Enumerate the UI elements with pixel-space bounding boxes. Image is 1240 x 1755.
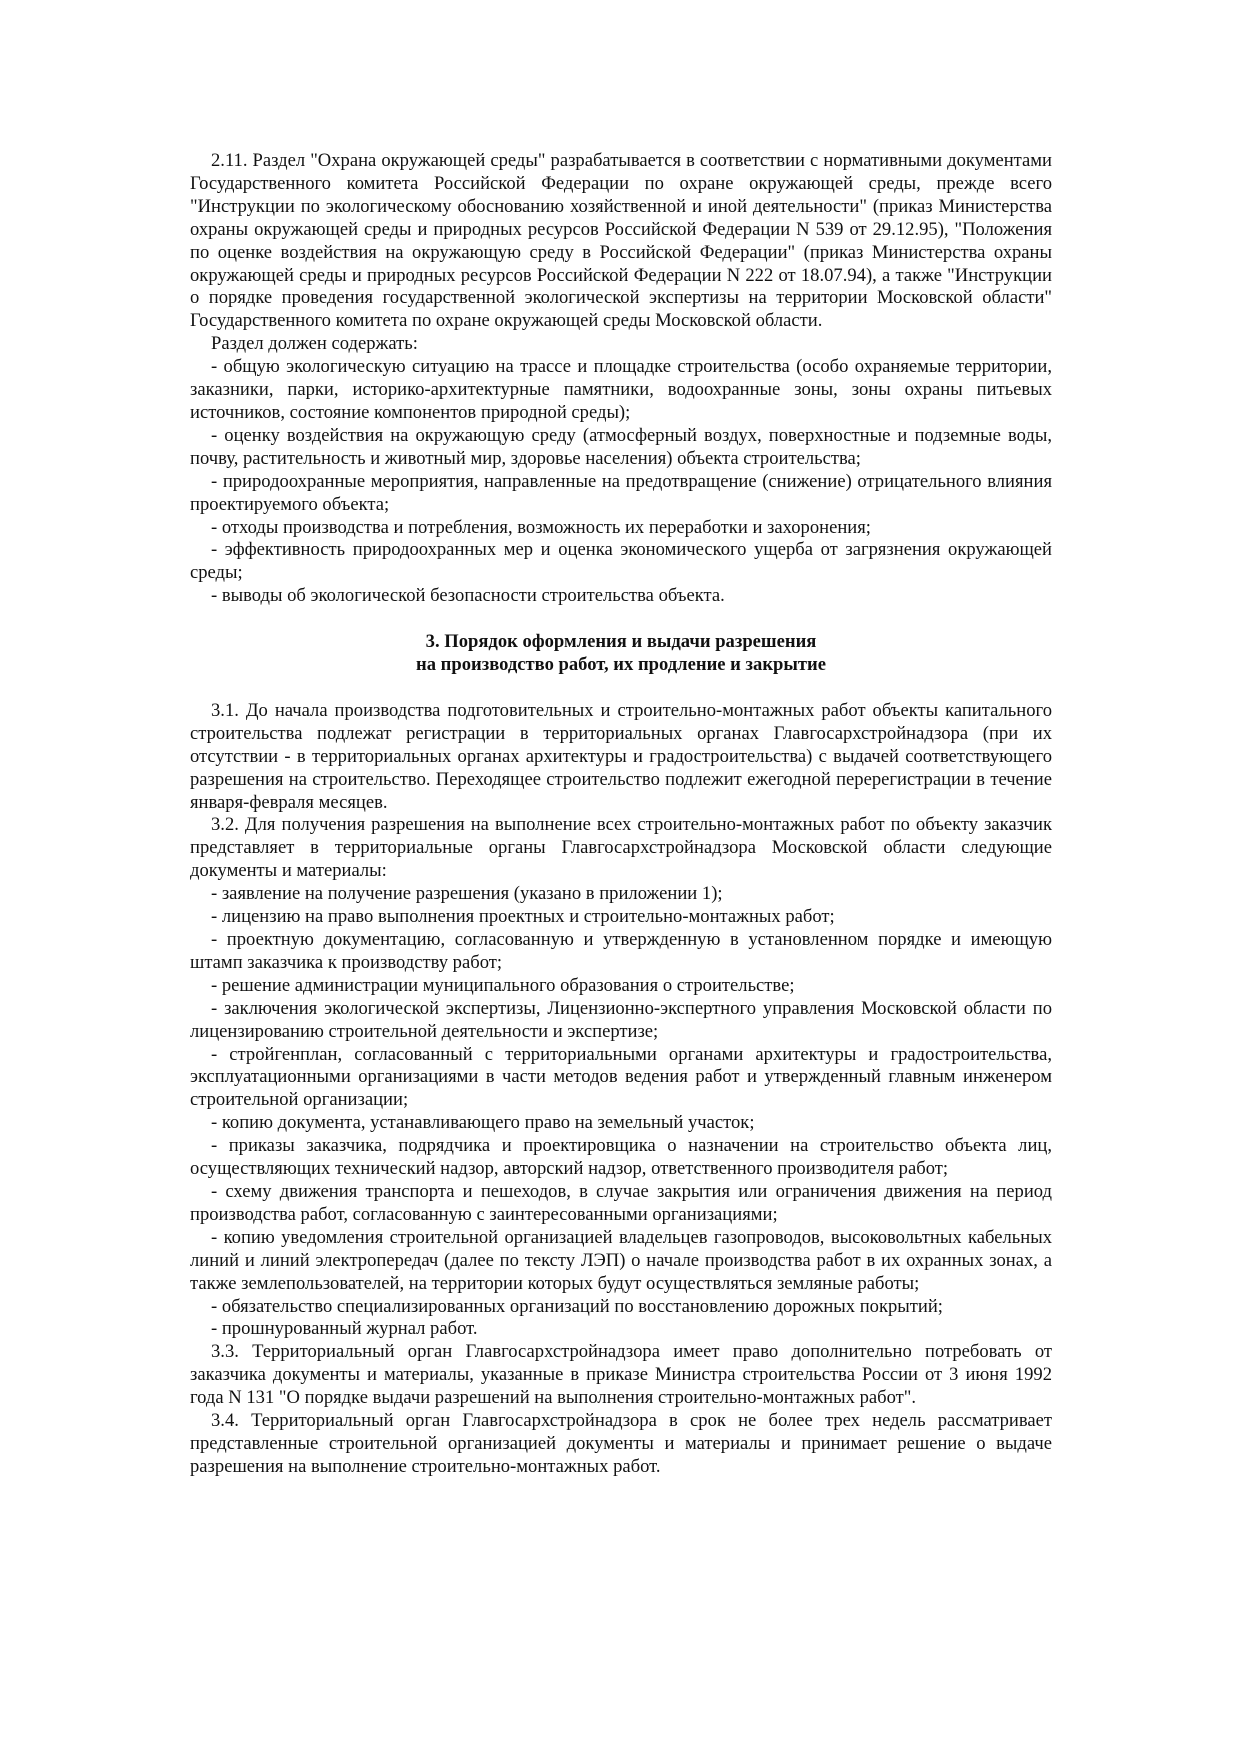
list-item-project-docs: - проектную документацию, согласованную и утвержденную в установленном порядке и имеющую штамп заказчика к производству работ;	[190, 929, 1052, 973]
list-item-efficiency: - эффективность природоохранных мер и оценка экономического ущерба от загрязнения окружающей среды;	[190, 539, 1052, 584]
paragraph-3-2: 3.2. Для получения разрешения на выполнение всех строительно-монтажных работ по объекту заказчик представляет в территориальные органы Главгосархстройнадзора Московской области следующие документы и материалы:	[190, 814, 1052, 882]
paragraph-3-4: 3.4. Территориальный орган Главгосархстройнадзора в срок не более трех недель рассматривает представленные строительной организацией документы и материалы и принимает решение о выдаче разрешения на выполнение строительно-монтажных работ.	[190, 1410, 1052, 1477]
document-page	[190, 150, 1052, 1479]
list-item-ecological-situation: - общую экологическую ситуацию на трассе и площадке строительства (особо охраняемые территории, заказники, парки, историко-архитектурные памятники, водоохранные зоны, зоны охраны питьевых источников, состояние компонентов природной среды);	[190, 356, 1052, 423]
list-item-road-obligation: - обязательство специализированных организаций по восстановлению дорожных покрытий;	[211, 1295, 943, 1317]
paragraph-3-1: 3.1. До начала производства подготовительных и строительно-монтажных работ объекты капитального строительства подлежат регистрации в территориальных органах Главгосархстройнадзора (при их отсутствии - в территориальных органах архитектуры и градостроительства) с выдачей соответствующего разрешения на строительство. Переходящее строительство подлежит ежегодной перерегистрации в течение января-февраля месяцев.	[190, 699, 1052, 813]
list-item-notification: - копию уведомления строительной организацией владельцев газопроводов, высоковольтных кабельных линий и линий электропередач (далее по тексту ЛЭП) о начале производства работ в их охранных зонах, а также землепользователей, на территории которых будут осуществляться земляные работы;	[190, 1226, 1052, 1294]
section-heading-line-1: 3. Порядок оформления и выдачи разрешения	[425, 631, 817, 653]
section-heading-line-2: на производство работ, их продление и закрытие	[416, 654, 826, 676]
list-item-conclusions: - выводы об экологической безопасности строительства объекта.	[211, 585, 725, 607]
list-item-land-right: - копию документа, устанавливающего право на земельный участок;	[211, 1112, 755, 1134]
list-item-application: - заявление на получение разрешения (указано в приложении 1);	[211, 883, 723, 905]
list-item-traffic-scheme: - схему движения транспорта и пешеходов, в случае закрытия или ограничения движения на период производства работ, согласованную с заинтересованными организациями;	[190, 1180, 1052, 1225]
list-item-waste: - отходы производства и потребления, возможность их переработки и захоронения;	[211, 516, 871, 538]
list-item-protection-measures: - природоохранные мероприятия, направленные на предотвращение (снижение) отрицательного влияния проектируемого объекта;	[190, 470, 1052, 515]
paragraph-3-3: 3.3. Территориальный орган Главгосархстройнадзора имеет право дополнительно потребовать от заказчика документы и материалы, указанные в приказе Министра строительства России от 3 июня 1992 года N 131 "О порядке выдачи разрешений на выполнения строительно-монтажных работ".	[190, 1341, 1052, 1409]
list-item-impact-assessment: - оценку воздействия на окружающую среду (атмосферный воздух, поверхностные и подземные воды, почву, растительность и животный мир, здоровье населения) объекта строительства;	[190, 424, 1052, 469]
list-item-site-plan: - стройгенплан, согласованный с территориальными органами архитектуры и градостроительства, эксплуатационными организациями в части методов ведения работ и утвержденный главным инженером строительной организации;	[190, 1043, 1052, 1111]
list-item-license: - лицензию на право выполнения проектных и строительно-монтажных работ;	[211, 906, 835, 928]
list-item-orders: - приказы заказчика, подрядчика и проектировщика о назначении на строительство объекта лиц, осуществляющих технический надзор, авторский надзор, ответственного производителя работ;	[190, 1135, 1052, 1180]
list-item-admin-decision: - решение администрации муниципального образования о строительстве;	[211, 974, 795, 996]
section-3-heading	[190, 631, 1052, 677]
list-item-expertise: - заключения экологической экспертизы, Лицензионно-экспертного управления Московской области по лицензированию строительной деятельности и экспертизе;	[190, 997, 1052, 1042]
paragraph-section-contents: Раздел должен содержать:	[211, 333, 418, 355]
paragraph-2-11: 2.11. Раздел "Охрана окружающей среды" разрабатывается в соответствии с нормативными документами Государственного комитета Российской Федерации по охране окружающей среды, прежде всего "Инструкции по экологическому обоснованию хозяйственной и иной деятельности" (приказ Министерства охраны окружающей среды и природных ресурсов Российской Федерации N 539 от 29.12.95), "Положения по оценке воздействия на окружающую среду в Российской Федерации" (приказ Министерства охраны окружающей среды и природных ресурсов Российской Федерации N 222 от 18.07.94), а также "Инструкции о порядке проведения государственной экологической экспертизы на территории Московской области" Государственного комитета по охране окружающей среды Московской области.	[190, 150, 1052, 332]
section-2-11	[190, 150, 1052, 608]
list-item-work-log: - прошнурованный журнал работ.	[211, 1318, 478, 1340]
section-3-body	[190, 700, 1052, 1479]
